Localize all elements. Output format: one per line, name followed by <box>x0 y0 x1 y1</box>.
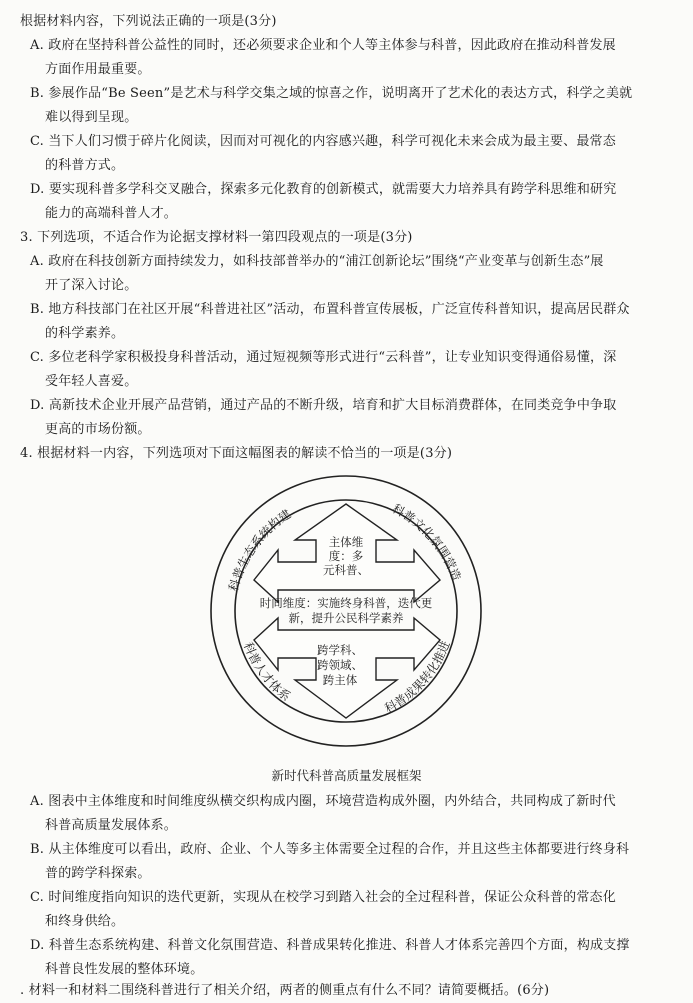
up-arrow-text-1: 主体维 <box>328 535 364 549</box>
q3-option-d-cont: 更高的市场份额。 <box>45 422 151 437</box>
q3-option-b: B. 地方科技部门在社区开展“科普进社区”活动，布置科普宣传展板，广泛宣传科普知识，提高居民群众 <box>30 302 630 317</box>
q3-option-b-cont: 的科学素养。 <box>45 326 125 341</box>
ring-label-ecosystem: 科普生态系统构建 <box>226 506 294 593</box>
q2-option-a-cont: 方面作用最重要。 <box>45 62 151 77</box>
framework-diagram <box>0 462 693 762</box>
q2-option-a: A. 政府在坚持科普公益性的同时，还必须要求企业和个人等主体参与科普，因此政府在推动科普发展 <box>30 38 616 53</box>
ring-label-transfer: 科普成果转化推进 <box>382 638 453 716</box>
center-text-2: 新，提升公民科学素养 <box>288 611 404 625</box>
q4-option-a: A. 图表中主体维度和时间维度纵横交织构成内圈，环境营造构成外圈，内外结合，共同构成了新时代 <box>30 794 616 809</box>
center-text-1: 时间维度：实施终身科普，迭代更 <box>259 596 433 610</box>
q4-stem: 4. 根据材料一内容，下列选项对下面这幅图表的解读不恰当的一项是(3分) <box>20 446 453 461</box>
ring-label-talent: 科普人才体系 <box>240 640 294 704</box>
q4-option-d: D. 科普生态系统构建、科普文化氛围营造、科普成果转化推进、科普人才体系完善四个方面，构成支撑 <box>30 938 630 953</box>
q4-option-c: C. 时间维度指向知识的迭代更新，实现从在校学习到踏入社会的全过程科普，保证公众科普的常态化 <box>30 890 616 905</box>
q2-option-b-cont: 难以得到呈现。 <box>45 110 138 125</box>
q3-stem: 3. 下列选项，不适合作为论据支撑材料一第四段观点的一项是(3分) <box>20 230 413 245</box>
q3-option-c: C. 多位老科学家积极投身科普活动，通过短视频等形式进行“云科普”，让专业知识变得通俗易懂，深 <box>30 350 617 365</box>
q5-stem: . 材料一和材料二围绕科普进行了相关介绍，两者的侧重点有什么不同？请简要概括。(6分) <box>20 983 550 998</box>
q2-stem: 根据材料内容，下列说法正确的一项是(3分) <box>20 14 277 29</box>
q2-option-b: B. 参展作品“Be Seen”是艺术与科学交集之域的惊喜之作，说明离开了艺术化的表达方式，科学之美就 <box>30 86 633 101</box>
q3-option-a-cont: 开了深入讨论。 <box>45 278 138 293</box>
q3-option-c-cont: 受年轻人喜爱。 <box>45 374 138 389</box>
q2-option-c: C. 当下人们习惯于碎片化阅读，因而对可视化的内容感兴趣，科学可视化未来会成为最主要、最常态 <box>30 134 616 149</box>
down-arrow-text-2: 跨领域、 <box>317 658 363 672</box>
q3-option-a: A. 政府在科技创新方面持续发力，如科技部普举办的“浦江创新论坛”围绕“产业变革与创新生态”展 <box>30 254 604 269</box>
up-arrow-text-3: 元科普、 <box>323 563 369 577</box>
up-arrow-text-2: 度：多 <box>328 549 364 563</box>
q2-option-d-cont: 能力的高端科普人才。 <box>45 206 178 221</box>
q3-option-d: D. 高新技术企业开展产品营销，通过产品的不断升级，培育和扩大目标消费群体，在同类竞争中争取 <box>30 398 617 413</box>
down-arrow-text-3: 跨主体 <box>322 673 358 687</box>
q4-option-c-cont: 和终身供给。 <box>45 914 125 929</box>
ring-label-culture: 科普文化氛围营造 <box>389 501 464 583</box>
down-arrow-text-1: 跨学科、 <box>317 643 363 657</box>
q4-option-a-cont: 科普高质量发展体系。 <box>45 818 178 833</box>
q4-option-b-cont: 普的跨学科探索。 <box>45 866 151 881</box>
q2-option-d: D. 要实现科普多学科交叉融合，探索多元化教育的创新模式，就需要大力培养具有跨学科思维和研究 <box>30 182 617 197</box>
diagram-caption: 新时代科普高质量发展框架 <box>271 768 422 783</box>
q2-option-c-cont: 的科普方式。 <box>45 158 125 173</box>
q4-option-d-cont: 科普良性发展的整体环境。 <box>45 962 204 977</box>
q4-option-b: B. 从主体维度可以看出，政府、企业、个人等多主体需要全过程的合作，并且这些主体都要进行终身科 <box>30 842 630 857</box>
